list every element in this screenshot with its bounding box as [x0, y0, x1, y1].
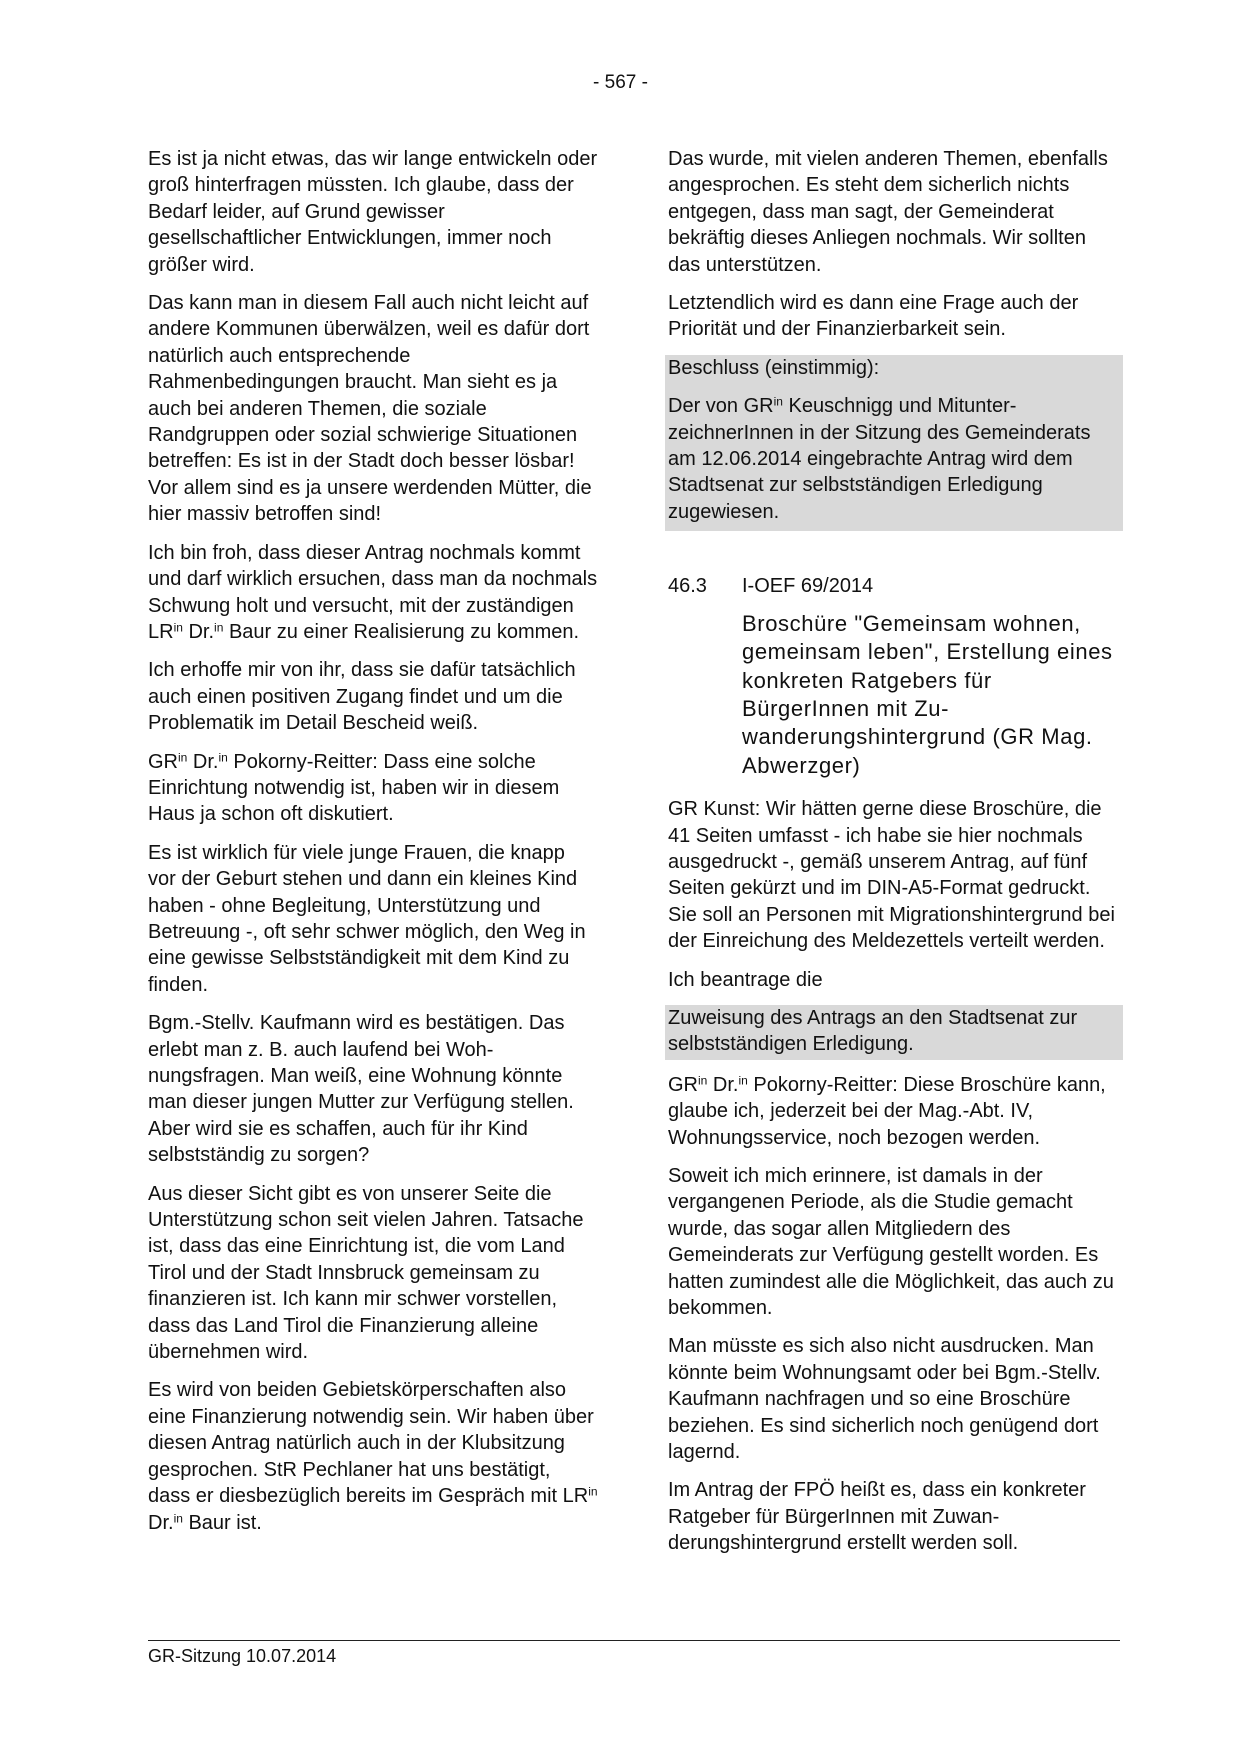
decision-text: Der von $GR^{in}$ Keuschnigg und MitunterzeichnerInnen in der Sitzung des Gemeinderats am 12.06.2014 eingebrachte Antrag wird dem Stadtsenat zur selbstständigen Erledigung zugewiesen. [668, 394, 1091, 523]
agenda-item-number: 46.3 [668, 575, 707, 598]
left-column [148, 146, 598, 1548]
paragraph: GR Kunst: Wir hätten gerne diese Broschüre, die 41 Seiten umfasst - ich habe sie hier nochmals ausgedruckt -, gemäß unserem Antrag, auf fünf Seiten gekürzt und im DIN-A5-Format gedruckt. Sie soll an Personen mit Migrationshintergrund bei der Einreichung des Meldezettels verteilt werden. [668, 798, 1115, 953]
footer-divider [148, 1640, 1120, 1641]
decision-title: Beschluss (einstimmig): [668, 356, 880, 379]
paragraph: Soweit ich mich erinnere, ist damals in der vergangenen Periode, als die Studie gemacht wurde, das sogar allen Mitgliedern des Gemeinderats zur Verfügung gestellt worden. Es hatten zumindest alle die Möglichkeit, das auch zu bekommen. [668, 1165, 1114, 1320]
paragraph: Im Antrag der FPÖ heißt es, dass ein konkreter Ratgeber für BürgerInnen mit Zuwanderungshintergrund erstellt werden soll. [668, 1479, 1086, 1555]
paragraph: Letztendlich wird es dann eine Frage auch der Priorität und der Finanzierbarkeit sein. [668, 292, 1079, 341]
paragraph: Es wird von beiden Gebietskörperschaften also eine Finanzierung notwendig sein. Wir haben über diesen Antrag natürlich auch in der Klubsitzung gesprochen. StR Pechlaner hat uns bestätigt, dass er diesbezüglich bereits im Gespräch mit $LR^{in}$ Dr.$^{in}$ Baur ist. [148, 1379, 598, 1534]
agenda-item-code: I-OEF 69/2014 [742, 575, 874, 598]
paragraph: Es ist wirklich für viele junge Frauen, die knapp vor der Geburt stehen und dann ein kleines Kind haben - ohne Begleitung, Unterstützung und Betreuung -, oft sehr schwer möglich, den Weg in eine gewisse Selbstständigkeit mit dem Kind zu finden. [148, 841, 586, 996]
paragraph: Das wurde, mit vielen anderen Themen, ebenfalls angesprochen. Es steht dem sicherlich nichts entgegen, dass man sagt, der Gemeinderat bekräftig dieses Anliegen nochmals. Wir sollten das unterstützen. [668, 148, 1108, 276]
motion-text: Zuweisung des Antrags an den Stadtsenat zur selbstständigen Erledigung. [668, 1006, 1078, 1056]
paragraph: Bgm.-Stellv. Kaufmann wird es bestätigen. Das erlebt man z. B. auch laufend bei Wohnungsfragen. Man weiß, eine Wohnung könnte man dieser jungen Mutter zur Verfügung stellen. Aber wird sie es schaffen, auch für ihr Kind selbstständig zu sorgen? [148, 1012, 574, 1167]
agenda-item-header [668, 573, 1120, 599]
page-number: - 567 - [593, 72, 648, 93]
paragraph: $GR^{in}$ Dr.$^{in}$ Pokorny-Reitter: Diese Broschüre kann, glaube ich, jederzeit bei der Mag.-Abt. IV, Wohnungsservice, noch bezogen werden. [668, 1073, 1106, 1149]
paragraph: Ich erhoffe mir von ihr, dass sie dafür tatsächlich auch einen positiven Zugang findet und um die Problematik im Detail Bescheid weiß. [148, 659, 576, 735]
decision-box [665, 355, 1123, 531]
paragraph: $GR^{in}$ Dr.$^{in}$ Pokorny-Reitter: Dass eine solche Einrichtung notwendig ist, haben wir in diesem Haus ja schon oft diskutiert. [148, 749, 560, 826]
footer-session-date: GR-Sitzung 10.07.2014 [148, 1646, 337, 1666]
agenda-item-title: Broschüre "Gemeinsam wohnen, gemeinsam leben", Erstellung eines konkreten Ratgebers für BürgerInnen mit Zuwanderungshintergrund (GR Mag. Abwerzger) [742, 610, 1113, 778]
paragraph: Man müsste es sich also nicht ausdrucken. Man könnte beim Wohnungsamt oder bei Bgm.-Stellv. Kaufmann nachfragen und so eine Broschüre beziehen. Es sind sicherlich noch genügend dort lagernd. [668, 1335, 1101, 1464]
motion-box [665, 1005, 1123, 1060]
paragraph: Das kann man in diesem Fall auch nicht leicht auf andere Kommunen überwälzen, weil es dafür dort natürlich auch entsprechende Rahmenbedingungen braucht. Man sieht es ja auch bei anderen Themen, die soziale Randgruppen oder sozial schwierige Situationen betreffen: Es ist in der Stadt doch besser lösbar! Vor allem sind es ja unsere werdenden Mütter, die hier massiv betroffen sind! [148, 292, 592, 526]
paragraph: Es ist ja nicht etwas, das wir lange entwickeln oder groß hinterfragen müssten. Ich glaube, dass der Bedarf leider, auf Grund gewisser gesellschaftlicher Entwicklungen, immer noch größer wird. [148, 148, 598, 276]
right-column [668, 146, 1120, 1569]
paragraph: Ich bin froh, dass dieser Antrag nochmals kommt und darf wirklich ersuchen, dass man da nochmals Schwung holt und versucht, mit der zuständigen $LR^{in}$ Dr.$^{in}$ Baur zu einer Realisierung zu kommen. [148, 541, 598, 643]
paragraph: Ich beantrage die [668, 968, 823, 991]
paragraph: Aus dieser Sicht gibt es von unserer Seite die Unterstützung schon seit vielen Jahren. Tatsache ist, dass das eine Einrichtung ist, die vom Land Tirol und der Stadt Innsbruck gemeinsam zu finanzieren ist. Ich kann mir schwer vorstellen, dass das Land Tirol die Finanzierung alleine übernehmen wird. [148, 1182, 584, 1364]
